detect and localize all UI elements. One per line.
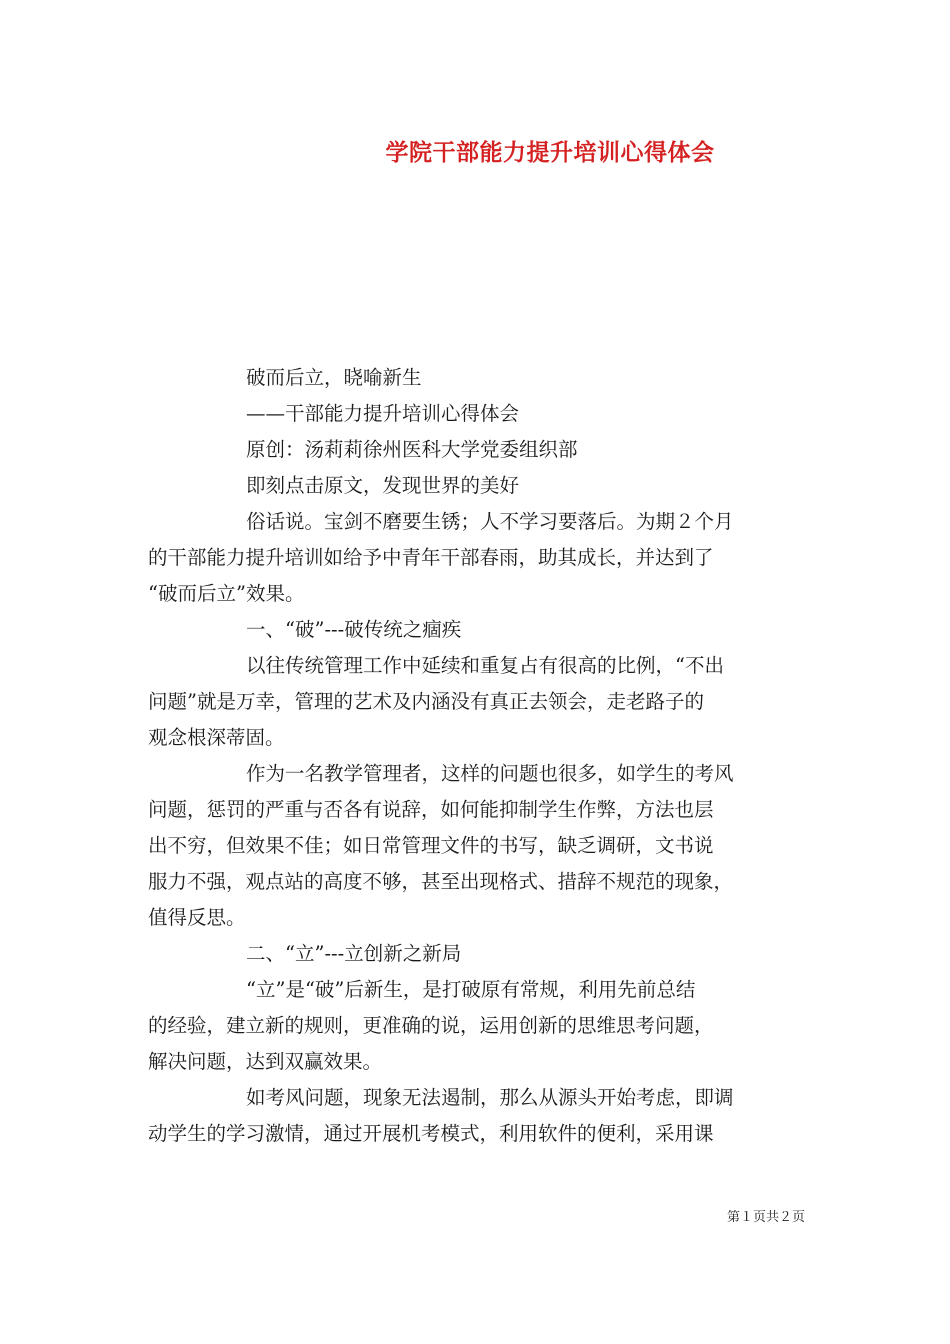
paragraph-line: “破而后立”效果。 bbox=[148, 582, 305, 605]
paragraph-line: 俗话说。宝剑不磨要生锈；人不学习要落后。为期２个月 bbox=[246, 510, 734, 533]
subtitle-line: ——干部能力提升培训心得体会 bbox=[246, 402, 520, 425]
paragraph-line: 作为一名教学管理者，这样的问题也很多，如学生的考风 bbox=[246, 762, 734, 785]
paragraph-line: 观念根深蒂固。 bbox=[148, 726, 285, 749]
heading-line: 破而后立，晓喻新生 bbox=[246, 366, 422, 389]
paragraph-line: 动学生的学习激情，通过开展机考模式，利用软件的便利，采用课 bbox=[148, 1122, 714, 1145]
section-heading: 一、“破”---破传统之痼疾 bbox=[246, 618, 462, 641]
paragraph-line: 值得反思。 bbox=[148, 906, 246, 929]
author-line: 原创：汤莉莉徐州医科大学党委组织部 bbox=[246, 438, 578, 461]
paragraph-line: 以往传统管理工作中延续和重复占有很高的比例，“不出 bbox=[246, 654, 724, 677]
paragraph-line: 服力不强，观点站的高度不够，甚至出现格式、措辞不规范的现象， bbox=[148, 870, 734, 893]
page-footer: 第１页共２页 bbox=[726, 1210, 805, 1225]
paragraph-line: 解决问题，达到双赢效果。 bbox=[148, 1050, 383, 1073]
section-heading: 二、“立”---立创新之新局 bbox=[246, 942, 462, 965]
paragraph-line: 问题，惩罚的严重与否各有说辞，如何能抑制学生作弊，方法也层 bbox=[148, 798, 714, 821]
paragraph-line: 如考风问题，现象无法遏制，那么从源头开始考虑，即调 bbox=[246, 1086, 734, 1109]
paragraph-line: 出不穷，但效果不佳；如日常管理文件的书写，缺乏调研，文书说 bbox=[148, 834, 714, 857]
paragraph-line: 的干部能力提升培训如给予中青年干部春雨，助其成长，并达到了 bbox=[148, 546, 714, 569]
paragraph-line: “立”是“破”后新生，是打破原有常规，利用先前总结 bbox=[246, 978, 696, 1001]
document-title: 学院干部能力提升培训心得体会 bbox=[385, 139, 715, 166]
document-body bbox=[148, 360, 818, 1152]
paragraph-line: 的经验，建立新的规则，更准确的说，运用创新的思维思考问题， bbox=[148, 1014, 714, 1037]
prompt-line: 即刻点击原文，发现世界的美好 bbox=[246, 474, 520, 497]
paragraph-line: 问题”就是万幸，管理的艺术及内涵没有真正去领会，走老路子的 bbox=[148, 690, 704, 713]
